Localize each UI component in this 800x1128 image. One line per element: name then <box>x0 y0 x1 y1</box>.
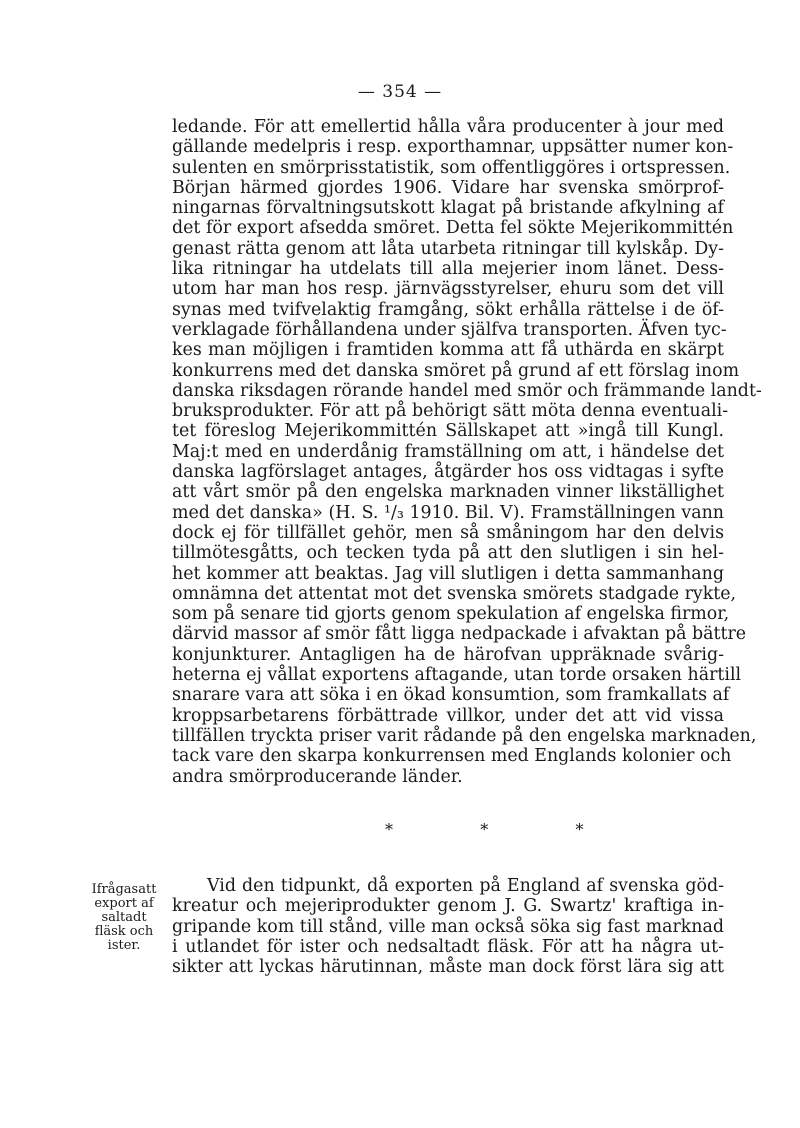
text-line: dock ej för tillfället gehör, men så småningom har den delvis <box>172 522 724 543</box>
text-line: konkurrens med det danska smöret på grund af ett förslag inom <box>172 360 740 381</box>
text-line: verklagade förhållandena under själfva transporten. Äfven tyc- <box>172 319 727 340</box>
text-line: ledande. För att emellertid hålla våra producenter à jour med <box>172 117 724 137</box>
text-line: lika ritningar ha utdelats till alla mejerier inom länet. Dess- <box>172 259 724 280</box>
text-line: utom har man hos resp. järnvägsstyrelser, ehuru som det vill <box>172 279 724 300</box>
text-line: synas med tvifvelaktig framgång, sökt erhålla rättelse i de öf- <box>172 299 724 320</box>
text-line: därvid massor af smör fått ligga nedpackade i afvaktan på bättre <box>172 624 747 645</box>
text-line: Början härmed gjordes 1906. Vidare har svenska smörprof- <box>172 177 724 198</box>
text-line: omnämna det attentat mot det svenska smörets stadgade rykte, <box>172 583 737 604</box>
second-paragraph <box>172 876 724 977</box>
text-line: tillfällen tryckta priser varit rådande på den engelska marknaden, <box>172 725 757 746</box>
text-line: gripande kom till stånd, ville man också söka sig fast marknad <box>172 916 724 937</box>
text-line: ningarnas förvaltningsutskott klagat på bristande afkylning af <box>172 198 724 219</box>
text-line: heterna ej vållat exportens aftagande, utan torde orsaken härtill <box>172 665 742 686</box>
text-line: danska riksdagen rörande handel med smör och främmande landt- <box>172 380 762 401</box>
text-line: kes man möjligen i framtiden komma att få uthärda en skärpt <box>172 340 724 361</box>
text-line: tet föreslog Mejerikommittén Sällskapet att »ingå till Kungl. <box>172 421 724 442</box>
margin-note-line: ister. <box>107 938 141 953</box>
margin-note-line: fläsk och <box>94 924 154 939</box>
text-line: Vid den tidpunkt, då exporten på England af svenska göd- <box>207 876 724 896</box>
text-line: att vårt smör på den engelska marknaden vinner likställighet <box>172 482 724 503</box>
text-line: bruksprodukter. För att på behörigt sätt möta denna eventuali- <box>172 401 729 422</box>
text-line: med det danska» (H. S. ¹/₃ 1910. Bil. V). Framställningen vann <box>172 502 724 523</box>
text-line: som på senare tid gjorts genom spekulation af engelska firmor, <box>172 604 730 625</box>
text-line: sulenten en smörprisstatistik, som offentliggöres i ortspressen. <box>172 157 731 178</box>
text-line: Maj:t med en underdånig framställning om att, i händelse det <box>172 441 724 462</box>
text-line: tillmötesgåtts, och tecken tyda på att den slutligen i sin hel- <box>172 543 724 564</box>
margin-note-line: Ifrågasatt <box>91 882 157 897</box>
text-line: snarare vara att söka i en ökad konsumtion, som framkallats af <box>172 685 730 706</box>
text-line: andra smörproducerande länder. <box>172 766 463 787</box>
margin-note-line: saltadt <box>101 910 147 925</box>
text-line: det för export afsedda smöret. Detta fel sökte Mejerikommittén <box>172 218 734 239</box>
text-line: tack vare den skarpa konkurrensen med Englands kolonier och <box>172 746 732 767</box>
text-line: i utlandet för ister och nedsaltadt fläsk. För att ha några ut- <box>172 936 724 957</box>
text-line: danska lagförslaget antages, åtgärder hos oss vidtagas i syfte <box>172 462 724 483</box>
main-paragraph <box>172 117 762 787</box>
text-line: kroppsarbetarens förbättrade villkor, under det att vid vissa <box>172 705 724 726</box>
page-number: — 354 — <box>357 82 443 102</box>
text-line: kreatur och mejeriprodukter genom J. G. Swartz' kraftiga in- <box>172 896 724 917</box>
text-line: het kommer att beaktas. Jag vill slutligen i detta sammanhang <box>172 563 724 584</box>
section-separator: * * * <box>385 820 602 839</box>
text-line: gällande medelpris i resp. exporthamnar, uppsätter numer kon- <box>172 137 734 158</box>
text-line: genast rätta genom att låta utarbeta ritningar till kylskåp. Dy- <box>172 238 724 259</box>
margin-note-line: export af <box>94 896 154 911</box>
text-line: sikter att lyckas härutinnan, måste man dock först lära sig att <box>172 957 724 978</box>
text-line: konjunkturer. Antagligen ha de härofvan uppräknade svårig- <box>172 644 724 665</box>
margin-note <box>82 883 166 953</box>
